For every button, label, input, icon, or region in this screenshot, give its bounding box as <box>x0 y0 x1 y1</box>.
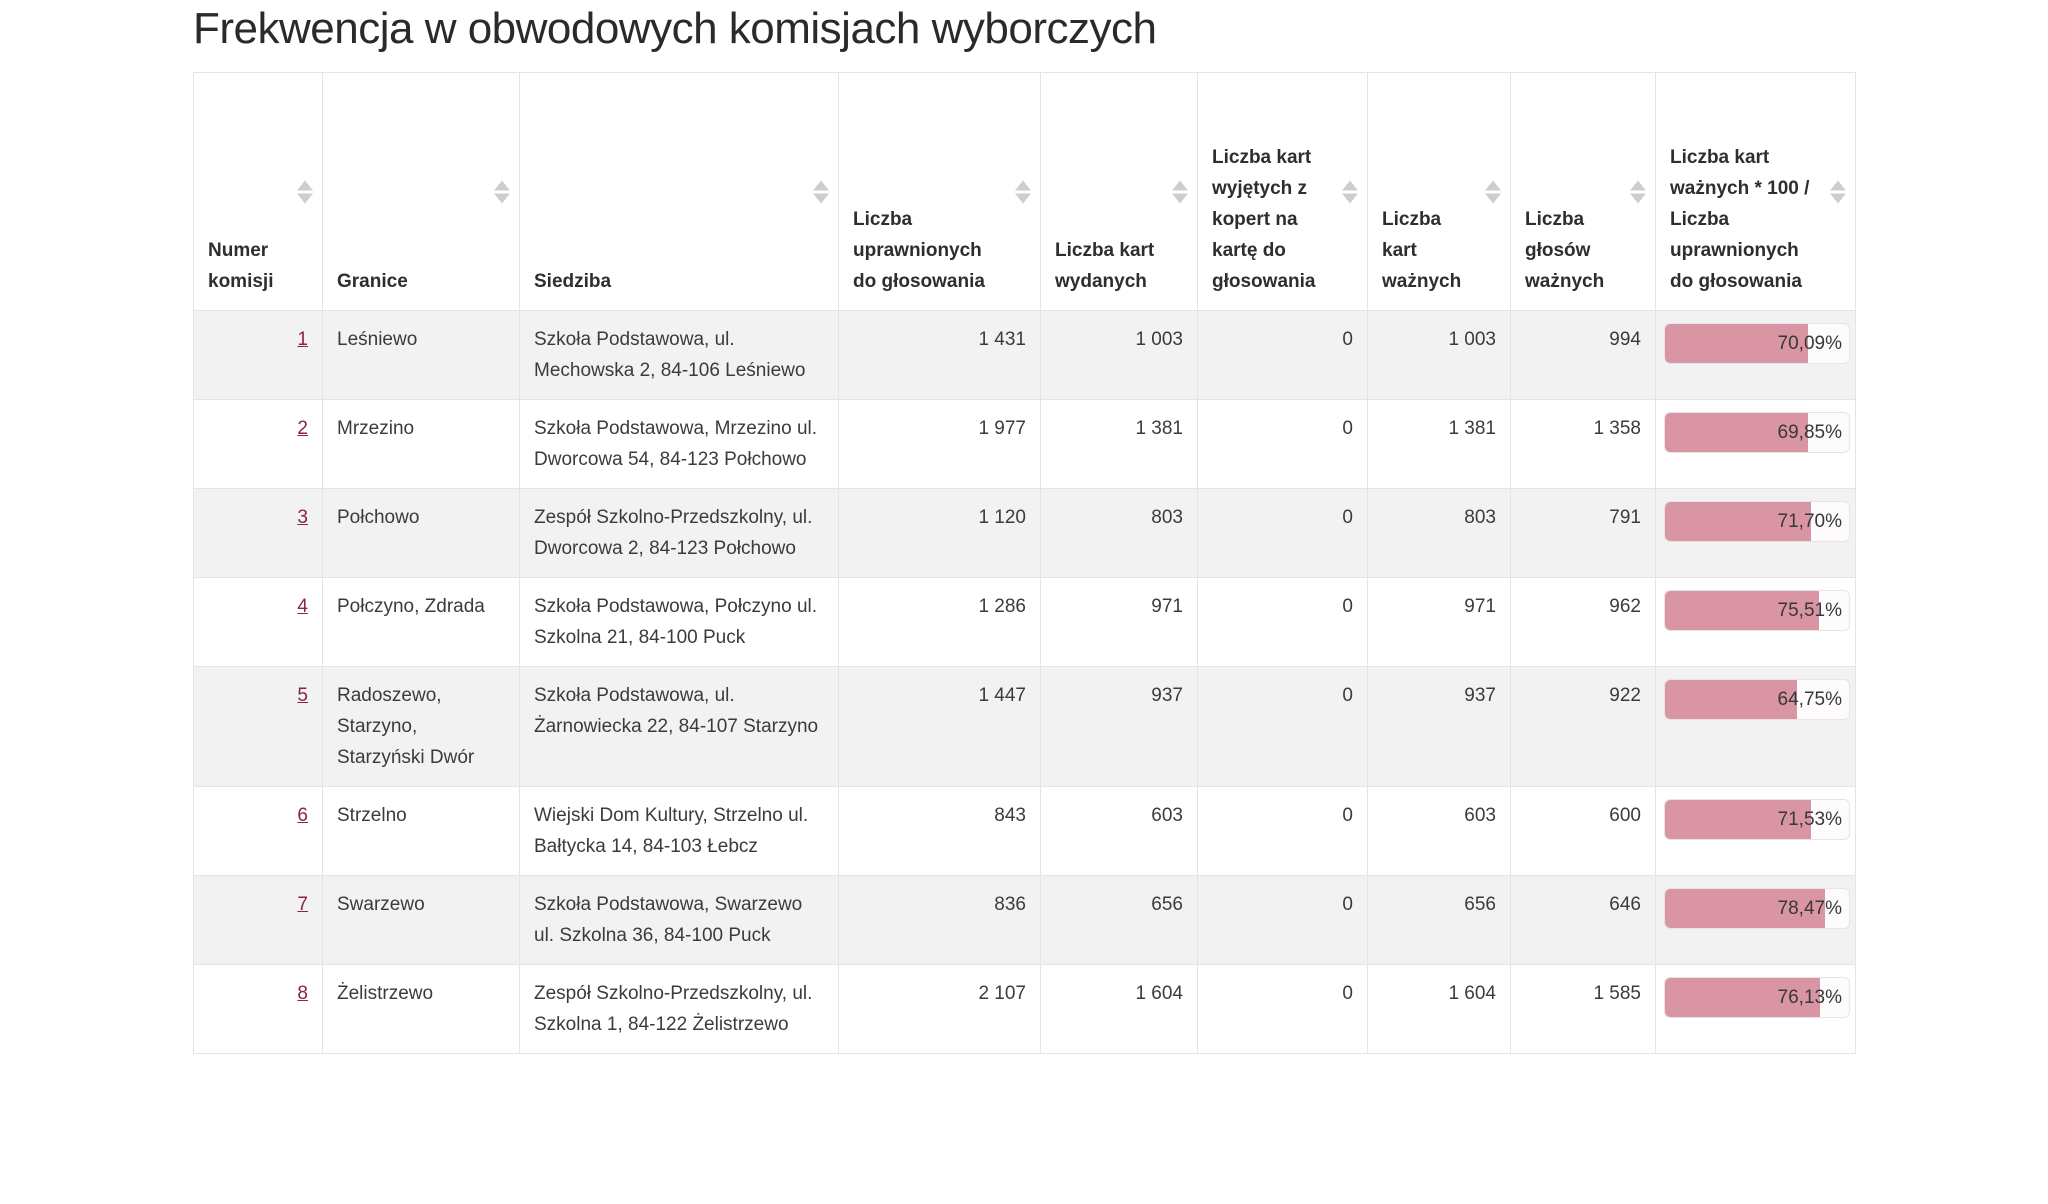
commission-number-link[interactable]: 7 <box>297 894 308 915</box>
turnout-percentage: 64,75% <box>1777 689 1842 710</box>
frekwencja-cell <box>1656 787 1856 876</box>
karty-wydane-cell: 1 381 <box>1041 400 1198 489</box>
karty-wydane-cell: 937 <box>1041 667 1198 787</box>
column-header-siedziba[interactable] <box>520 73 839 311</box>
karty-wydane-cell: 803 <box>1041 489 1198 578</box>
karty-wazne-cell: 1 381 <box>1368 400 1511 489</box>
column-header-label: Liczba głosów ważnych <box>1525 209 1605 292</box>
column-header-glosy-wazne[interactable] <box>1511 73 1656 311</box>
column-header-granice[interactable] <box>323 73 520 311</box>
glosy-wazne-cell: 1 585 <box>1511 965 1656 1054</box>
sort-icon <box>1485 180 1501 203</box>
karty-z-kopert-cell: 0 <box>1198 787 1368 876</box>
glosy-wazne-cell: 600 <box>1511 787 1656 876</box>
commission-number-cell <box>194 667 323 787</box>
table-row <box>194 667 1856 787</box>
siedziba-cell: Zespół Szkolno-Przedszkolny, ul. Dworcowa 2, 84-123 Połchowo <box>520 489 839 578</box>
karty-wazne-cell: 803 <box>1368 489 1511 578</box>
karty-wazne-cell: 971 <box>1368 578 1511 667</box>
sort-icon <box>494 180 510 203</box>
column-header-label: Siedziba <box>534 271 612 292</box>
granice-cell: Połchowo <box>323 489 520 578</box>
karty-wydane-cell: 1 003 <box>1041 311 1198 400</box>
sort-icon <box>1342 180 1358 203</box>
glosy-wazne-cell: 1 358 <box>1511 400 1656 489</box>
karty-z-kopert-cell: 0 <box>1198 965 1368 1054</box>
frekwencja-cell <box>1656 965 1856 1054</box>
karty-z-kopert-cell: 0 <box>1198 489 1368 578</box>
commission-number-cell <box>194 965 323 1054</box>
commission-number-link[interactable]: 8 <box>297 983 308 1004</box>
karty-wydane-cell: 603 <box>1041 787 1198 876</box>
turnout-percentage: 71,53% <box>1777 809 1842 830</box>
frekwencja-cell <box>1656 400 1856 489</box>
table-body <box>194 311 1856 1054</box>
header-row <box>194 73 1856 311</box>
frekwencja-cell <box>1656 489 1856 578</box>
commission-number-link[interactable]: 3 <box>297 507 308 528</box>
column-header-frekwencja[interactable] <box>1656 73 1856 311</box>
karty-z-kopert-cell: 0 <box>1198 400 1368 489</box>
granice-cell: Żelistrzewo <box>323 965 520 1054</box>
uprawnieni-cell: 2 107 <box>839 965 1041 1054</box>
uprawnieni-cell: 1 977 <box>839 400 1041 489</box>
karty-wydane-cell: 656 <box>1041 876 1198 965</box>
turnout-percentage: 69,85% <box>1777 422 1842 443</box>
turnout-bar <box>1664 679 1850 720</box>
siedziba-cell: Zespół Szkolno-Przedszkolny, ul. Szkolna 1, 84-122 Żelistrzewo <box>520 965 839 1054</box>
commission-number-cell <box>194 311 323 400</box>
granice-cell: Radoszewo, Starzyno, Starzyński Dwór <box>323 667 520 787</box>
commission-number-cell <box>194 876 323 965</box>
glosy-wazne-cell: 962 <box>1511 578 1656 667</box>
karty-wazne-cell: 937 <box>1368 667 1511 787</box>
column-header-karty-z-kopert[interactable] <box>1198 73 1368 311</box>
sort-icon <box>1830 180 1846 203</box>
commission-number-cell <box>194 400 323 489</box>
frekwencja-cell <box>1656 667 1856 787</box>
column-header-label: Numer komisji <box>208 240 274 292</box>
uprawnieni-cell: 1 120 <box>839 489 1041 578</box>
turnout-bar <box>1664 590 1850 631</box>
uprawnieni-cell: 1 447 <box>839 667 1041 787</box>
turnout-bar <box>1664 888 1850 929</box>
page-title: Frekwencja w obwodowych komisjach wyborczych <box>193 4 1157 53</box>
turnout-percentage: 75,51% <box>1777 600 1842 621</box>
uprawnieni-cell: 1 286 <box>839 578 1041 667</box>
glosy-wazne-cell: 922 <box>1511 667 1656 787</box>
siedziba-cell: Szkoła Podstawowa, Mrzezino ul. Dworcowa 54, 84-123 Połchowo <box>520 400 839 489</box>
commission-number-cell <box>194 489 323 578</box>
karty-z-kopert-cell: 0 <box>1198 667 1368 787</box>
column-header-label: Liczba kart ważnych * 100 / Liczba uprawnionych do głosowania <box>1670 147 1810 292</box>
commission-number-cell <box>194 787 323 876</box>
karty-z-kopert-cell: 0 <box>1198 876 1368 965</box>
table-row <box>194 489 1856 578</box>
table-row <box>194 787 1856 876</box>
karty-wazne-cell: 1 604 <box>1368 965 1511 1054</box>
karty-wydane-cell: 1 604 <box>1041 965 1198 1054</box>
glosy-wazne-cell: 994 <box>1511 311 1656 400</box>
turnout-percentage: 76,13% <box>1777 987 1842 1008</box>
column-header-label: Liczba kart ważnych <box>1382 209 1462 292</box>
sort-icon <box>1015 180 1031 203</box>
glosy-wazne-cell: 791 <box>1511 489 1656 578</box>
karty-wydane-cell: 971 <box>1041 578 1198 667</box>
commission-number-link[interactable]: 5 <box>297 685 308 706</box>
table-row <box>194 876 1856 965</box>
column-header-label: Liczba kart wydanych <box>1055 240 1155 292</box>
column-header-karty-wydane[interactable] <box>1041 73 1198 311</box>
siedziba-cell: Szkoła Podstawowa, ul. Mechowska 2, 84-106 Leśniewo <box>520 311 839 400</box>
commission-number-cell <box>194 578 323 667</box>
turnout-bar <box>1664 501 1850 542</box>
turnout-percentage: 78,47% <box>1777 898 1842 919</box>
siedziba-cell: Szkoła Podstawowa, Połczyno ul. Szkolna 21, 84-100 Puck <box>520 578 839 667</box>
granice-cell: Strzelno <box>323 787 520 876</box>
column-header-label: Liczba uprawnionych do głosowania <box>853 209 985 292</box>
sort-icon <box>297 180 313 203</box>
sort-icon <box>813 180 829 203</box>
turnout-bar <box>1664 977 1850 1018</box>
commission-number-link[interactable]: 1 <box>297 329 308 350</box>
frekwencja-cell <box>1656 311 1856 400</box>
table-row <box>194 965 1856 1054</box>
karty-wazne-cell: 1 003 <box>1368 311 1511 400</box>
column-header-label: Liczba kart wyjętych z kopert na kartę do głosowania <box>1212 147 1316 292</box>
granice-cell: Połczyno, Zdrada <box>323 578 520 667</box>
siedziba-cell: Szkoła Podstawowa, ul. Żarnowiecka 22, 84-107 Starzyno <box>520 667 839 787</box>
table-row <box>194 311 1856 400</box>
uprawnieni-cell: 1 431 <box>839 311 1041 400</box>
commission-number-link[interactable]: 2 <box>297 418 308 439</box>
karty-z-kopert-cell: 0 <box>1198 578 1368 667</box>
turnout-bar <box>1664 412 1850 453</box>
turnout-bar <box>1664 799 1850 840</box>
frekwencja-cell <box>1656 578 1856 667</box>
table-row <box>194 578 1856 667</box>
table-row <box>194 400 1856 489</box>
karty-z-kopert-cell: 0 <box>1198 311 1368 400</box>
uprawnieni-cell: 836 <box>839 876 1041 965</box>
uprawnieni-cell: 843 <box>839 787 1041 876</box>
siedziba-cell: Wiejski Dom Kultury, Strzelno ul. Bałtycka 14, 84-103 Łebcz <box>520 787 839 876</box>
turnout-table <box>193 72 1856 1054</box>
column-header-karty-wazne[interactable] <box>1368 73 1511 311</box>
sort-icon <box>1172 180 1188 203</box>
karty-wazne-cell: 656 <box>1368 876 1511 965</box>
table-header <box>194 73 1856 311</box>
glosy-wazne-cell: 646 <box>1511 876 1656 965</box>
turnout-bar <box>1664 323 1850 364</box>
turnout-percentage: 71,70% <box>1777 511 1842 532</box>
column-header-liczba-uprawnionych[interactable] <box>839 73 1041 311</box>
siedziba-cell: Szkoła Podstawowa, Swarzewo ul. Szkolna 36, 84-100 Puck <box>520 876 839 965</box>
granice-cell: Leśniewo <box>323 311 520 400</box>
granice-cell: Mrzezino <box>323 400 520 489</box>
frekwencja-cell <box>1656 876 1856 965</box>
commission-number-link[interactable]: 4 <box>297 596 308 617</box>
sort-icon <box>1630 180 1646 203</box>
column-header-numer-komisji[interactable] <box>194 73 323 311</box>
granice-cell: Swarzewo <box>323 876 520 965</box>
commission-number-link[interactable]: 6 <box>297 805 308 826</box>
column-header-label: Granice <box>337 271 408 292</box>
turnout-percentage: 70,09% <box>1777 333 1842 354</box>
karty-wazne-cell: 603 <box>1368 787 1511 876</box>
